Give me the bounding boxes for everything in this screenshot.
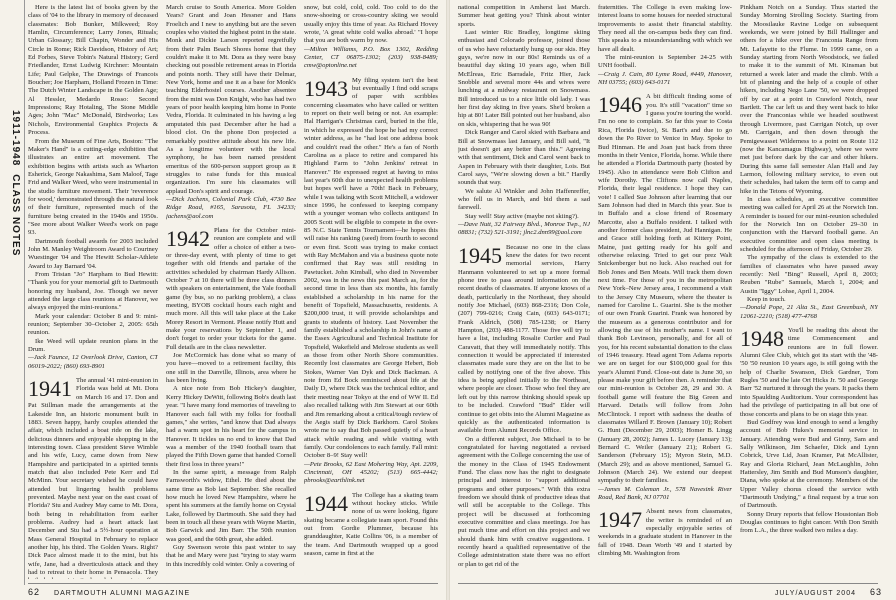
year-section-1941 (28, 377, 158, 579)
signature: —James M. Coleman Jr., 578 Navesink River Road, Red Bank, NJ 07701 (598, 485, 732, 501)
years-range: 1911-1948 (10, 110, 21, 167)
left-column-1 (28, 4, 158, 579)
signature: —Milton Williams, P.O. Box 1302, Redding Center, CT 06875-1302; (203) 938-8489; cmw@optonline.net (304, 45, 438, 70)
paragraph: The annual '41 mini-reunion in Florida was held at Mt. Dora on March 16 and 17. Don and Pat Stillman made the arrangements at the Lakeside Inn, an historic monument built in 1883. Seven happy, hardy couples attended the affair, which included a boat ride on the lake, delicious dinners and enjoyable shopping in the interesting town. Class president Steve Wimble and his wife, Lucy, came down from New Hampshire and participated in a spirited tennis match that also included Pete Kerr and Ed McMinn. Your secretary wished he could have attended but lingering health problems prevented. Maybe next year on the east coast of Florida? Stu and Audrey May came to Mt. Dora, both being in rehabilitation from earlier problems. Audrey had a heart attack last December and Stu had a 5½-hour operation at Mass General Hospital in February to replace another hip, his third. The Golden Years. Right? Dick Pace almost made it to the mini, but his wife, Jane, had a diverticulosis attack and they had to retreat to their home in Pensacola. They (28, 377, 158, 577)
left-footer (28, 587, 190, 597)
issue-date: JULY/AUGUST 2004 (774, 590, 856, 597)
paragraph: Here is the latest list of books given by the class of '04 to the library in memory of deceased classmates: Bob Bunker, Milkweed; Roy Hamlin, Circumference; Larry Jones, Rituals; Urban Glossary; Bill Chapin, Wonder and His Circle in Rome; Rick Davidson, History of Art; Ed Forbes, Steve Tobin's Natural History; Gerd Friedlander, Ernst Ludwig Kirchner: Mountain Life; Paul Gelpke, The Drawings of Francois Boucher; Joe Harpham, Holland Frozen in Time: The Dutch Winter Landscape in the Golden Age; Al Hessler, Medardo Rosso: Second Impressions; Ray Hotaling, The Stone Middle Ages; John "Mac" McDonald, Birdworks; Les Nichols, Environmental Graphics Projects & Process. (28, 4, 158, 137)
class-notes-side-tab (0, 0, 25, 585)
paragraph: The mini-reunion is September 24-25 with UNH football. (598, 54, 732, 70)
paragraph: Because no one in the class knew the dates for two recent memorial services, Harry Hanmann volunteered to set up a more formal phone tree to pass around information on the recent deaths of classmates. If anyone knows of a death, particularly in the Northeast, they should notify Joe Michael, (603) 868-2316; Don Cole, (207) 799-0216; Craig Cain, (603) 643-0171; Frank Aldrich, (508) 785-1238; or Harry Hampton, (203) 488-1177. Those five will try to have a list, including Rosalie Curtler and Paul Caravatt, that they will immediately notify. This connection it would be appreciated if interested classmates made sure they are on the list to be called by notifying one of the five above. This idea is being applied initially to the Northeast, where people are closer. Those who feel they are left out by this narrow thinking should speak up to be included. Crawford "Bud" Elder will continue to get obits into the Alumni Magazine as quickly as the authenticated information is available from Alumni Records Office. (458, 243, 590, 435)
footer-rule (28, 583, 438, 584)
paragraph: From Tristan "Jo" Harpham to Bud Hewitt: "Thank you for your memorial gift to Dartmouth honoring my husband, Joe. Though we never attended the large class reunions at Hanover, we always enjoyed the mini-reunions." (28, 271, 158, 312)
left-column-3 (304, 4, 438, 579)
paragraph: In the same spirit, a message from Ralph Farnsworth's widow, Ethel. He died about the same time as Bob last September. She recalled how much he loved New Hampshire, where he spent his summers at the family home on Crystal Lake, followed by Dartmouth. She said they had been in touch all these years with Wayne Martin, Bob Garwick and Jim Barr. The 50th reunion was good, and the 60th great, she added. (166, 468, 296, 543)
right-footer (775, 587, 882, 597)
paragraph: Absent news from classmates, the writer is reminded of an especially enjoyable series of weekends in a graduate student in Hanover in the fall of 1948. Dean Worth '49 and I started by climbing Mt. Washington from (598, 508, 732, 557)
paragraph: national competition in Amherst last March. Summer heat getting you? Think about winter sports. (458, 4, 590, 28)
page-number: 63 (869, 587, 882, 597)
paragraph: My filing system isn't the best but eventually I find odd scraps of paper with scribbles concerning classmates who have called or written to report on their well being or not. An example: Hal Harrigan's Christmas card, buried in the file, in which he expressed the hope he had my correct winter address, as he "had lost one address book and couldn't read the other." He's a fan of North Carolina as a place to retire and compared his Highland Farm to "John Jenkins' retreat in Hanover." He expressed regret at having to miss last year's 60th due to unexpected health problems but hopes we'll have a 70th! Back in February, while I was talking with Scott Mitchell, a widower since 1996, he confessed to keeping company with a younger woman who collects antiques! In 2005 Scott will be eligible to compete in the over-85 N.C. State Tennis Tournament—he hopes this will raise his ranking (seed) from fourth to second or even first. Scott was trying to make contact with Ray McMahon and via a business quote note confirmed that Ray was still residing in Pawtucket. John Kimball, who died in November 2002, was in the news this past March as, for the second time in less than six months, his family established a scholarship in his name for the benefit of Topsfield, Massachusetts, residents. A $200,000 trust, it will provide scholarships and grants to students of history. Last November the family established a scholarship in John's name at the Essex Agricultural and Technical Institute for Topsfield, Wakefield and Melrose students as well as those from other North Shore communities. Recently lost classmates are George Hebert, Bob Stokes, Warner Van Dyk and Dick Backman. A note from Ed Bock reminisced about life at the Daily D, where Dick was the technical editor, and their meeting near Tokyo at the end of WW II. Ed also recalled talking with Jim Stewart at our 60th and Jim remarking about a critical/tough review of the Aegis staff by Dick Barkhorn. Carol Stokes wrote me to say that Bob passed quietly of a heart attack while reading and while visiting with family. Our condolences to each family. Fall mini: October 8–9! Stay well! (304, 76, 438, 460)
paragraph: Stay well! Stay active (maybe not skiing?). (465, 212, 579, 220)
magazine-title: DARTMOUTH ALUMNI MAGAZINE (54, 590, 191, 597)
right-page (448, 0, 896, 600)
paragraph: fraternities. The College is even making low-interest loans to some houses for needed structural improvements to assist their financial stability. They need all the on-campus beds they can find. This speaks to a misunderstanding with which we have all dealt. (598, 4, 732, 53)
year-heading: 1942 (166, 225, 210, 251)
paragraph: Dick Ranger and Carol skied with Barbara and Bill at Snowmass last January, and Bill said, "It just doesn't get any better than this." Agreeing with that sentiment, Dick and Carol went back to Aspen in February with their daughter, Lois. But Carol says, "We're slowing down a bit." Hardly sounds that way. (458, 129, 590, 187)
paragraph: Keep in touch. (747, 296, 786, 304)
paragraph: On a different subject, Joe Michael is to be congratulated for having negotiated a revised agreement with the College concerning the use of the money in the Class of 1945 Endowment Fund. The class now has the right to designate principal and interest to "support additional programs and other purposes." With this extra freedom we should think of productive ideas that will still be acceptable to the College. This project will be discussed at forthcoming executive committee and class meetings. Joe has put much time and effort on this project and we should thank him with creative suggestions. I recently heard a qualified representative of the College administration state there was no effort or plan to get rid of the (458, 435, 590, 568)
paragraph: Ike Weed will update reunion plans in the Drum. (28, 337, 158, 354)
signature: —Dave Nutt, 32 Fairway Blvd., Monroe Twp., NJ 08831; (732) 521-3191; jlnc2.dnn99@aol.com (458, 220, 590, 237)
paragraph: From the Museum of Fine Arts, Boston: "The Maker's Hand" is a cutting-edge exhibition that illustrates an entire art movement. The exhibition begins with artists such as Wharton Esherick, George Nakashima, Sam Maloof, Tage Frid and Walker Weed, who were instrumental in the studio furniture movement. Their 'reverence for wood,' demonstrated through the natural look of their furniture, represented much of the furniture being created in the 1940s and 1950s. "See more about Walker Weed's work on page 93. (28, 137, 158, 237)
signature: —Craig J. Cain, 80 Lyme Road, #449, Hanover, NH 03755; (603) 643-0171 (598, 70, 732, 87)
year-section-1946 (598, 93, 732, 485)
signature: —Donald Pope, 21 Alta St., East Greenbush, NY 12061-2210; (518) 477-4768 (740, 304, 878, 320)
paragraph: Pinkham Notch on a Sunday. Thus started the Sunday Morning Strolling Society. Starting from the Moosilauke Ravine Lodge on subsequent weekends, we were joined by Bill Hallinger and others for a hike over the Franconia Range from Mt. Lafayette to the Flume. In 1999 came, on a Sunday starting from North Woodstock, we failed to make it to the summit of Mt. Kinsman but returned a week later and made the climb. With a bit of planning and the help of a couple of other hikers, including Nego Lane '50, we were dropped off by car at a point in Crawford Notch, near Bartlett. The car left us and they went back to hike over the Franconias while we headed southwest through Livermore, past Carrigan Notch, up over Mt. Carrigain, and then down through the Pemigewasset Wilderness to a point on Route 112 (now the Kancamagus Highway), where we were met just before dark by the car and other hikers. During this same fall semester Alan Hall and Jay Larmon, following military service, to even out their schedules, had taken the term off to camp and hike in the Tetons of Wyoming. (740, 4, 878, 195)
year-section-1947 (598, 508, 732, 558)
paragraph: A bit difficult finding some of you. It's still "vacation" time so I guess you're touring the world. I'm no one to complain. So far this year to Costa Rica, Florida (twice), St. Bart's and due to go down the Po River to Venice in May. Spoke to Bud Hinman. He and Joan just back from three months in their Venice, Florida, home. While there he attended a Florida Dartmouth party (hosted by 1945). Also in attendance were Bob Clifton and wife Dorothy. The Cliftons now call Naples, Florida, their legal residence. I hope they can vote! I called Sue Johnson after learning that our Sam Johnson had died in March this year. Sue is in Buffalo and a close friend of Rosemary Marcotte, also a Buffalo resident. I talked with another former class president, Jud Hannigan. He and Grace still holding forth at Kittery Point, Maine, just getting ready for his golf and otherwise relaxing. Tried to get our prez Walt Snickenberger but no luck. Also reached out for Bob Jones and Ben Moats. Will track them down next time. For those of you in the metropolitan New York–New Jersey area, I recommend a visit to the Jersey City Museum, where the theater is named for Caroline L. Guarini. She is the mother of our own Frank Guarini. Frank was honored by the museum as a generous contributor and for allowing the use of his mother's name. I want to thank Bob Levinson, personally, and for all of you, for his recent substantial donation to the class of 1946 treasury. Head agent Tom Adams reports we are on target for our $100,000 goal for this year's Alumni Fund. Close-out date is June 30, so please make your gift before then. A reminder that our mini-reunion is October 28, 29 and 30. A football game will feature the Big Green and Harvard. Details will follow from John McClintock. I report with sadness the deaths of classmates Willard F. Brown (January 10); Robert G. Hunt (December 29, 2003); Homer B. Lingg (January 28, 2002); James L. Lucey (January 13); Bernard C. Weiler (January 21); Robert G. Sanderson (February 15); Myron Stein, M.D. (March 29); and as above mentioned, Samuel G. Johnson (March 24). We extend our deepest sympathy to their families. (598, 93, 732, 485)
year-heading: 1941 (28, 376, 72, 402)
year-heading: 1948 (740, 326, 784, 352)
paragraph: Guy Swenson wrote this past winter to say that he and Mary were just "trying to stay warm in this incredibly cold winter. Only a covering of (166, 544, 296, 568)
year-heading: 1947 (598, 507, 642, 533)
paragraph: The sympathy of the class is extended to the families of classmates who have passed away recently: Neil "Bing" Russell, April 8, 2003; Reuben "Rube" Samuels, March 1, 2004; and Austin "Iggy" Lohse, April 1, 2004. (740, 254, 878, 295)
year-heading: 1944 (304, 490, 348, 516)
year-heading: 1943 (304, 75, 348, 101)
page-number: 62 (28, 587, 41, 597)
paragraph: Sonny Drury reports that fellow Houstonian Bob Douglas continues to fight cancer. With Don Smith from L.A., the three walked two miles a day. (740, 510, 878, 535)
paragraph: March cruise to South America. More Golden Years? Grant and Joan Hessner and Hans Froelich and I new to anything but are the seven couples who visited the highest point in the state. Monk and Dickie Larson reported regretfully from their Palm Beach Shores home that they couldn't make it to Mt. Dora as they were busy checking out possible retirement areas in Florida and points north. They still have their Delmar, New York, home and use it as a base for Monk's teaching Elderhostel courses. Another absentee from the mini was Don Knight, who has had two years of poor health keeping him home in Ponte Vedra, Florida. It culminated in his having a leg amputated this past December after he had a blood clot. On the phone Don projected a remarkably positive attitude about his new life. As a longtime volunteer with the local symphony, he has been named president emeritus of the 600-person support group as it struggles to raise funds for this musical organization. I'm sure his classmates will applaud Don's spirit and courage. (166, 4, 296, 195)
right-column-3 (740, 4, 878, 579)
year-section-1948 (740, 327, 878, 419)
year-heading: 1946 (598, 92, 642, 118)
paragraph: A nice note from Bob Hickey's daughter, Kerry Hickey DeWitt, following Bob's death last year. "I have many fond memories of traveling to Hanover each fall with my folks for football games," she writes, "and know that Dad always had a warm spot in his heart for the campus in Hanover. It tickles us no end to know that Dad was a member of the 1940 football team that played the Fifth Down game that handed Cornell their first loss in three years!" (166, 385, 296, 468)
right-column-2 (598, 4, 732, 579)
paragraph: Plans for the October mini-reunion are complete and will offer a choice of either a two- or three-day event, with plenty of time to get together with old friends and partake of the activities scheduled by chairman Hardy Allison. October 7 at 10 there will be three class dinners with speakers on entertainment, the Yale football game (by bus, so no parking problem), a class meeting, BYOB cocktail hours each night and much more. All this will take place at the Lake Morey Resort in Vermont. Please notify Hutt and make your reservations by September 1, and don't forget to order your tickets for the game. Full details are in the class newsletter. (166, 226, 296, 351)
paragraph: Bud Godfrey was kind enough to send a lengthy account of Bob Hukes's memorial service in January. Attending were Bud and Ginny, Sam and Sally Wilkinson, Jim Schaefer, Dick and Lynn Cobrick, Urve Lid, Joan Kramer, Pat McAllister, Ray and Gloria Richard, Jean McLaughlin, John Hattersley, Jim Smith and Bud Munson's daughter, Diana, who spoke at the ceremony. Members of the Upper Valley chorus closed the service with "Dartmouth Undying," a final request by a true son of Dartmouth. (740, 418, 878, 510)
paragraph: Dartmouth football awards for 2003 included John M. Manley Weightroom Award to Courtney Wuestinger '04 and The Hewitt Scholar-Athlete Award to Jay Barnard '04. (28, 237, 158, 270)
paragraph: Last winter Ric Bradley, longtime skiing enthusiast and Colorado professor, joined those of us who have reluctantly hung up our skis. Hey guys, we're now in our 80s! Reminds us of a beautiful day skiing 10 years ago, when Bill McElreas, Eric Barradale, Fritz Hier, Jack Snobble and several more 44s and wives were lunching at a midway restaurant on Snowmass. Bill introduced us to a nice little old lady. I was her first day skiing in five years. She'd broken a hip at 80! Later Bill pointed out her husband, also on skis, whispering that he was 90! (458, 29, 590, 128)
footer-rule (458, 583, 878, 584)
year-section-1942 (166, 227, 296, 352)
paragraph: snow, but cold, cold, cold. Too cold to do the snow-shoeing or cross-country skiing we would usually enjoy this time of year. As Richard Hovey wrote, 'A great white cold walks abroad.' "I hope that you are both warm by now. (304, 4, 438, 45)
paragraph: The College has a skating team without hockey sticks. While none of us were looking, figure skating became a collegiate team sport. Found this out from Gordie Plummer, because his granddaughter, Katie Collins '06, is a member of the team. And Dartmouth wrapped up a good season, came in first at the (304, 491, 438, 557)
signature: —Jack Faunce, 12 Overlook Drive, Canton, CT 06019-2022; (860) 693-8901 (28, 354, 158, 370)
year-heading: 1945 (458, 242, 502, 268)
section-label: CLASS NOTES (10, 174, 21, 257)
signature: —Dick Jachens, Colonial Park Club, 4730 Bee Ridge Road, #165, Sarasota, FL 34233; jachens@aol.com (166, 195, 296, 220)
left-column-2 (166, 4, 296, 579)
right-column-1 (458, 4, 590, 579)
year-section-1944 (304, 492, 438, 559)
paragraph: In class schedules, an executive committee meeting was called for April 26 at the Norwich Inn. A reminder is issued for our mini-reunion scheduled for the Norwich Inn on October 29–30 in conjunction with the Harvard football game. An executive committee and open class meeting is scheduled for the afternoon of Friday, October 29. (740, 195, 878, 253)
signature: —Pete Brooks, 62 East Mohering Way, Apt. 2209, Cincinnati, OH 45202; (513) 665-4442; pbrooks@earthlink.net (304, 460, 438, 485)
year-section-1943 (304, 77, 438, 461)
paragraph: Joe McCormick has done what so many of you have—moved to a retirement facility, this one still in the Danville, Illinois, area where he has been living. (166, 352, 296, 385)
paragraph: You'll be reading this about the time Commencement and reunions are in full flower. Alumni Glee Club, which got its start with the '48-'50 '50 reunion 10 years ago, is still going with the help of Charlie Swanson, Dick Gardner, Tom Rugles '50 and the late Ort Hicks Jr. '50 and George Barr '52 nurtured it through the years. It packs them into Spaulding Auditorium. Your correspondent has had the privilege of participating in all but one of those concerts and plans to be on stage this year. (740, 327, 878, 418)
paragraph: Mark your calendar: October 8 and 9: mini-reunion; September 30–October 2, 2005: 65th reunion. (28, 312, 158, 337)
year-section-1945 (458, 244, 590, 436)
paragraph: We salute Al Winkler and John Haffenreffer, who fell us in March, and bid them a sad farewell. (458, 187, 590, 212)
